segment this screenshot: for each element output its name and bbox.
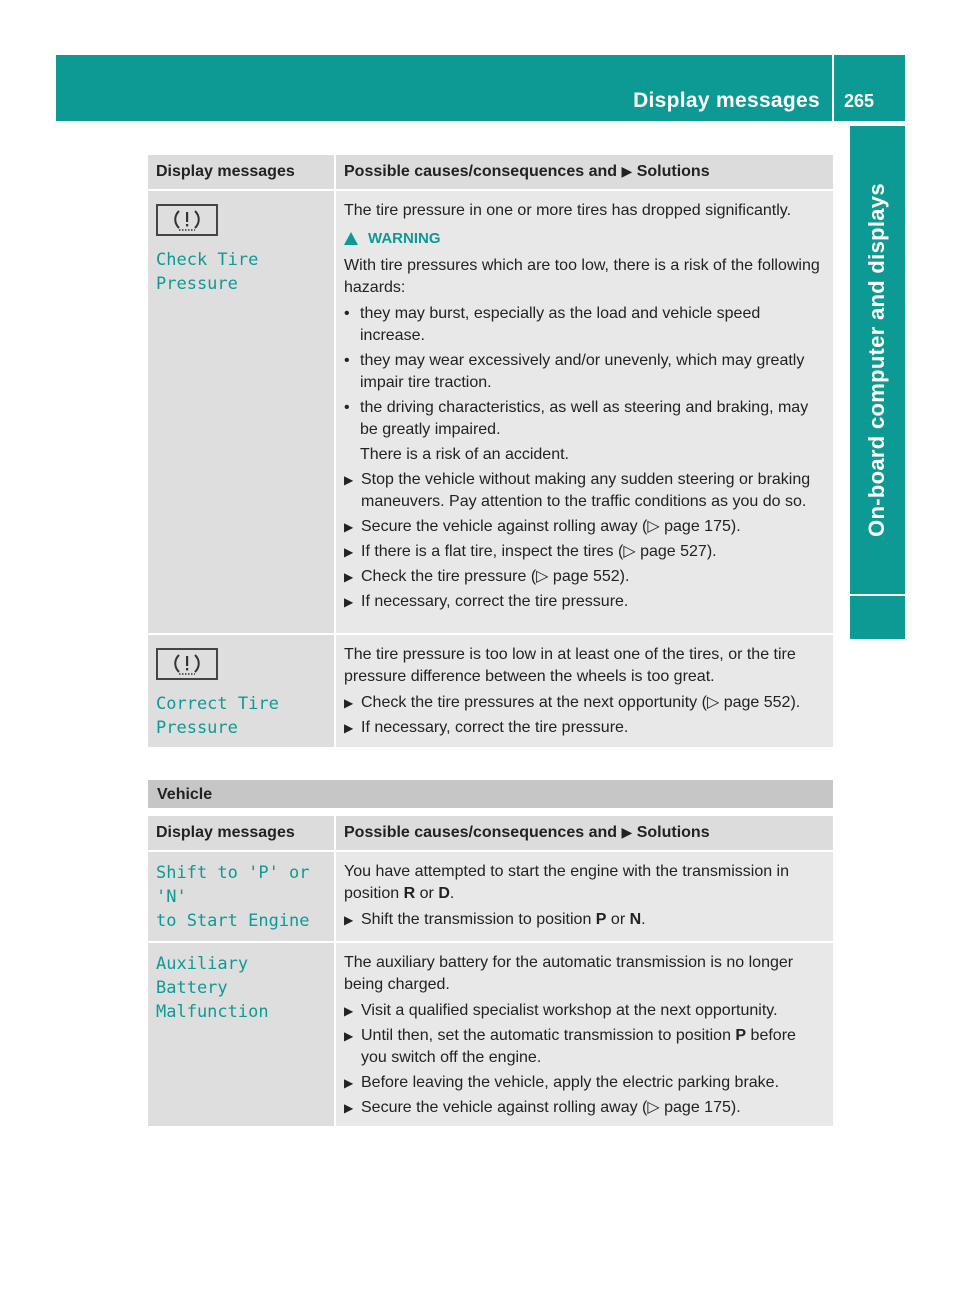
step-arrow-icon: ▶ <box>344 1029 354 1043</box>
message-shift-line2: to Start Engine <box>156 911 310 931</box>
solution-step: ▶ Secure the vehicle against rolling away (▷ page 175). <box>344 1097 825 1119</box>
message-cell <box>148 635 336 747</box>
warning-heading: WARNING <box>344 230 825 247</box>
step-arrow-icon: ▶ <box>344 570 354 584</box>
triangle-right-icon: ▶ <box>621 163 633 179</box>
table-row <box>148 943 833 1128</box>
page-number: 265 <box>844 91 875 111</box>
accident-note: There is a risk of an accident. <box>360 446 569 463</box>
message-cell <box>148 943 336 1126</box>
col-header-causes: Possible causes/consequences and ▶ Solutions <box>336 155 833 189</box>
triangle-right-icon: ▶ <box>621 824 633 840</box>
list-item: • they may burst, especially as the load and vehicle speed increase. <box>344 305 761 344</box>
step-arrow-icon: ▶ <box>344 913 354 927</box>
tire-pressure-warning-icon <box>156 648 218 680</box>
message-shift-line1: Shift to 'P' or 'N' <box>156 863 310 907</box>
solution-step: ▶ Stop the vehicle without making any sudden steering or braking maneuvers. Pay attention to the traffic conditions as you do so. <box>344 469 825 513</box>
solution-step: ▶ Before leaving the vehicle, apply the electric parking brake. <box>344 1072 825 1094</box>
warning-text: With tire pressures which are too low, there is a risk of the following hazards: <box>344 257 820 296</box>
table-row <box>148 635 833 749</box>
cause-intro: You have attempted to start the engine with the transmission in position R or D. <box>344 863 790 902</box>
side-chapter-label: On-board computer and displays <box>864 183 889 537</box>
solution-step: ▶ If necessary, correct the tire pressure. <box>344 717 825 739</box>
message-check-tire-pressure: Check Tire Pressure <box>156 250 259 294</box>
header-title: Display messages <box>633 89 820 112</box>
solution-step: ▶ If there is a flat tire, inspect the tires (▷ page 527). <box>344 541 825 563</box>
step-arrow-icon: ▶ <box>344 1101 354 1115</box>
header-divider <box>832 55 834 121</box>
table-row <box>148 191 833 635</box>
message-correct-tire-pressure-line2: Pressure <box>156 718 238 738</box>
side-chapter-tab <box>850 126 905 594</box>
solution-step: ▶ Check the tire pressures at the next opportunity (▷ page 552). <box>344 692 825 714</box>
col-header-display-messages: Display messages <box>148 155 336 189</box>
causes-cell <box>336 635 833 747</box>
step-arrow-icon: ▶ <box>344 1076 354 1090</box>
side-tab-marker <box>850 596 905 639</box>
vehicle-table <box>148 816 833 1128</box>
table-header-row <box>148 155 833 191</box>
step-arrow-icon: ▶ <box>344 473 354 487</box>
cause-intro: The tire pressure in one or more tires has dropped significantly. <box>344 202 792 219</box>
solution-step: ▶ Until then, set the automatic transmission to position P before you switch off the engine. <box>344 1025 825 1069</box>
cause-intro: The tire pressure is too low in at least one of the tires, or the tire pressure difference between the wheels is too great. <box>344 646 796 685</box>
message-cell <box>148 191 336 633</box>
step-arrow-icon: ▶ <box>344 1004 354 1018</box>
step-arrow-icon: ▶ <box>344 520 354 534</box>
causes-cell <box>336 852 833 941</box>
page-header <box>56 55 905 121</box>
message-aux-battery-line2: Malfunction <box>156 1002 269 1022</box>
solution-step: ▶ Shift the transmission to position P or N. <box>344 909 825 931</box>
step-arrow-icon: ▶ <box>344 696 354 710</box>
message-cell <box>148 852 336 941</box>
solution-step: ▶ Secure the vehicle against rolling away (▷ page 175). <box>344 516 825 538</box>
warning-triangle-icon <box>344 232 358 245</box>
section-title-vehicle: Vehicle <box>148 780 833 808</box>
solution-step: ▶ Check the tire pressure (▷ page 552). <box>344 566 825 588</box>
message-correct-tire-pressure-line1: Correct Tire <box>156 694 279 714</box>
step-arrow-icon: ▶ <box>344 595 354 609</box>
causes-cell <box>336 191 833 633</box>
solution-step: ▶ Visit a qualified specialist workshop at the next opportunity. <box>344 1000 825 1022</box>
step-arrow-icon: ▶ <box>344 721 354 735</box>
list-item: • they may wear excessively and/or unevenly, which may greatly impair tire traction. <box>344 352 805 391</box>
table-header-row <box>148 816 833 852</box>
list-item: • the driving characteristics, as well as steering and braking, may be greatly impaired. <box>344 399 809 438</box>
step-arrow-icon: ▶ <box>344 545 354 559</box>
message-aux-battery-line1: Auxiliary Battery <box>156 954 249 998</box>
col-header-causes: Possible causes/consequences and ▶ Solutions <box>336 816 833 850</box>
cause-intro: The auxiliary battery for the automatic transmission is no longer being charged. <box>344 954 794 993</box>
causes-cell <box>336 943 833 1126</box>
table-row <box>148 852 833 943</box>
tire-pressure-warning-icon <box>156 204 218 236</box>
tire-pressure-table <box>148 155 833 749</box>
solution-step: ▶ If necessary, correct the tire pressure. <box>344 591 825 613</box>
col-header-display-messages: Display messages <box>148 816 336 850</box>
